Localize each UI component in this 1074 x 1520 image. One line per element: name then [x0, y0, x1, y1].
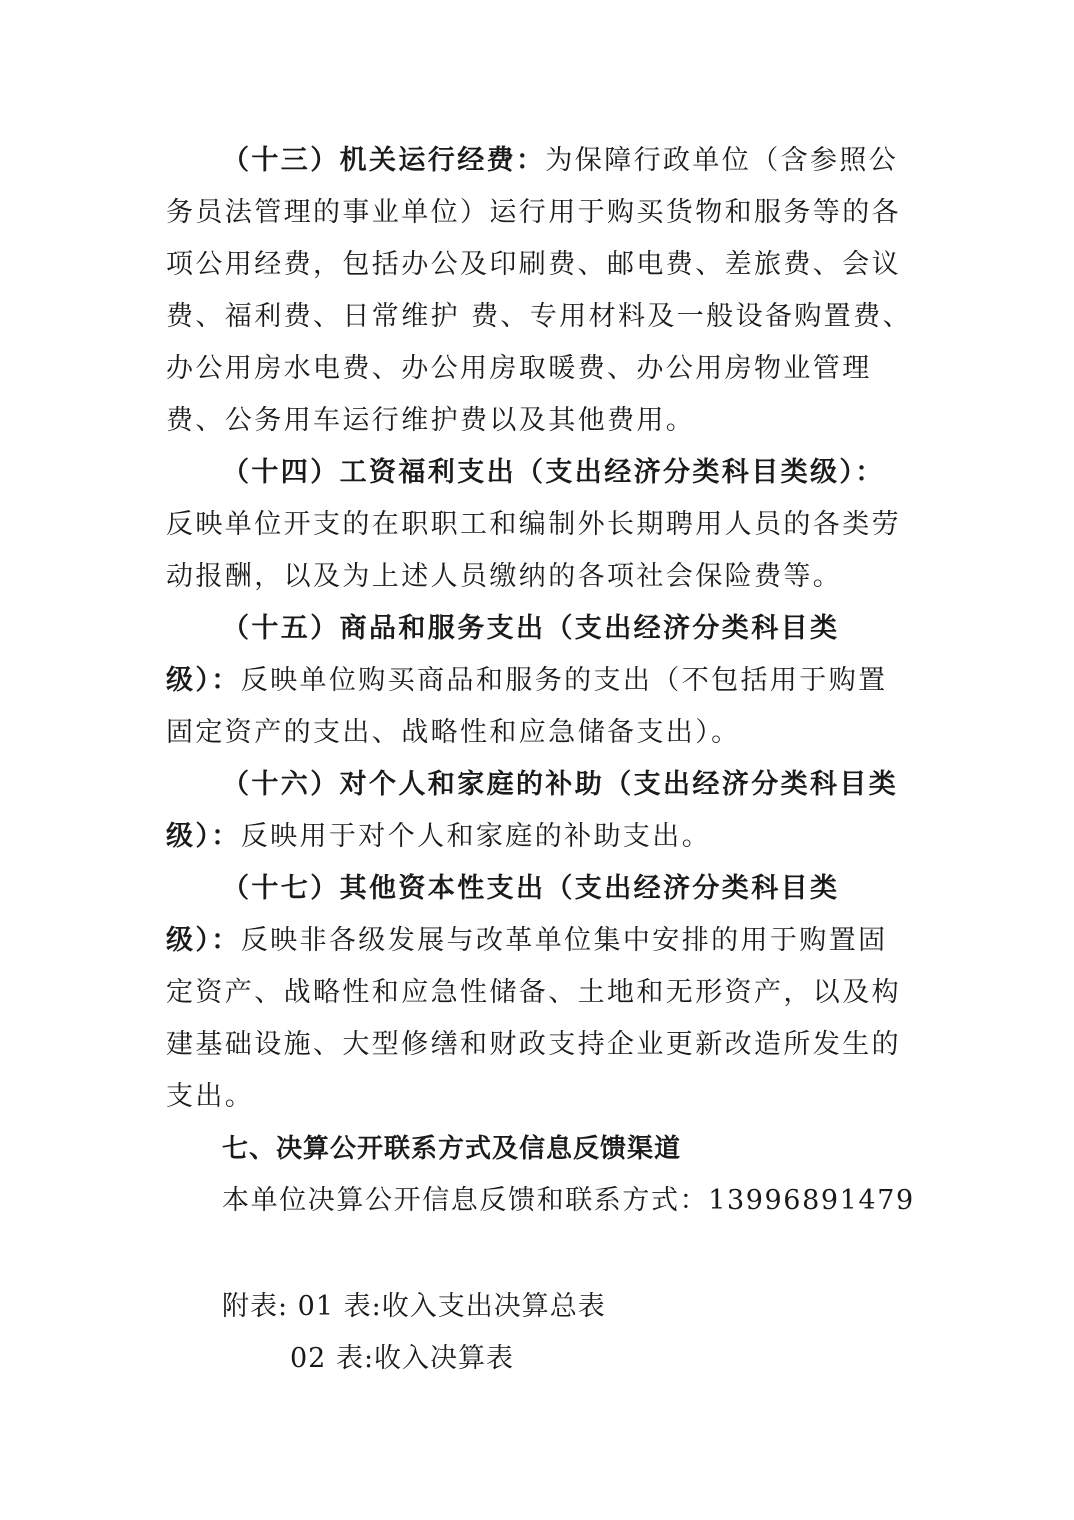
item-17-line-1 — [166, 926, 906, 956]
section-7-title: 七、决算公开联系方式及信息反馈渠道 — [222, 1134, 682, 1164]
item-14-line-2: 动报酬，以及为上述人员缴纳的各项社会保险费等。 — [166, 561, 843, 592]
item-16-heading-cont: 级）： — [166, 821, 241, 852]
item-17-line-2: 定资产、战略性和应急性储备、土地和无形资产，以及构 — [166, 977, 901, 1008]
item-15-text: 反映单位购买商品和服务的支出（不包括用于购置 — [240, 665, 888, 696]
item-16-heading: （十六）对个人和家庭的补助（支出经济分类科目类 — [222, 769, 899, 800]
item-13-line-3: 项公用经费，包括办公及印刷费、邮电费、差旅费、会议 — [166, 249, 901, 280]
item-13-line-6: 费、公务用车运行维护费以及其他费用。 — [166, 405, 696, 436]
item-13-line-4: 费、福利费、日常维护 费、专用材料及一般设备购置费、 — [166, 301, 912, 332]
item-13-line-2: 务员法管理的事业单位）运行用于购买货物和服务等的各 — [166, 197, 901, 228]
item-13-line-1 — [222, 146, 962, 176]
item-14-heading: （十四）工资福利支出（支出经济分类科目类级）： — [222, 457, 885, 488]
item-17-heading: （十七）其他资本性支出（支出经济分类科目类 — [222, 873, 840, 904]
item-14-line-1: 反映单位开支的在职职工和编制外长期聘用人员的各类劳 — [166, 509, 901, 540]
item-17-heading-cont: 级）： — [166, 925, 241, 956]
item-13-heading: （十三）机关运行经费： — [222, 145, 546, 176]
item-17-line-4: 支出。 — [166, 1081, 255, 1112]
item-17-text: 反映非各级发展与改革单位集中安排的用于购置固 — [240, 925, 888, 956]
attachment-line-1: 附表: 01 表:收入支出决算总表 — [222, 1291, 606, 1322]
item-15-heading: （十五）商品和服务支出（支出经济分类科目类 — [222, 613, 840, 644]
item-17-line-3: 建基础设施、大型修缮和财政支持企业更新改造所发生的 — [166, 1029, 901, 1060]
attachment-line-2: 02 表:收入决算表 — [290, 1343, 515, 1374]
item-15-heading-cont: 级）： — [166, 665, 241, 696]
item-13-text: 为保障行政单位（含参照公 — [545, 145, 899, 176]
item-15-line-1 — [166, 666, 906, 696]
item-16-line-1 — [166, 822, 906, 852]
item-16-text: 反映用于对个人和家庭的补助支出。 — [240, 821, 712, 852]
item-15-line-2: 固定资产的支出、战略性和应急储备支出）。 — [166, 717, 741, 748]
item-13-line-5: 办公用房水电费、办公用房取暖费、办公用房物业管理 — [166, 353, 872, 384]
section-7-contact: 本单位决算公开信息反馈和联系方式：13996891479 — [222, 1185, 915, 1216]
